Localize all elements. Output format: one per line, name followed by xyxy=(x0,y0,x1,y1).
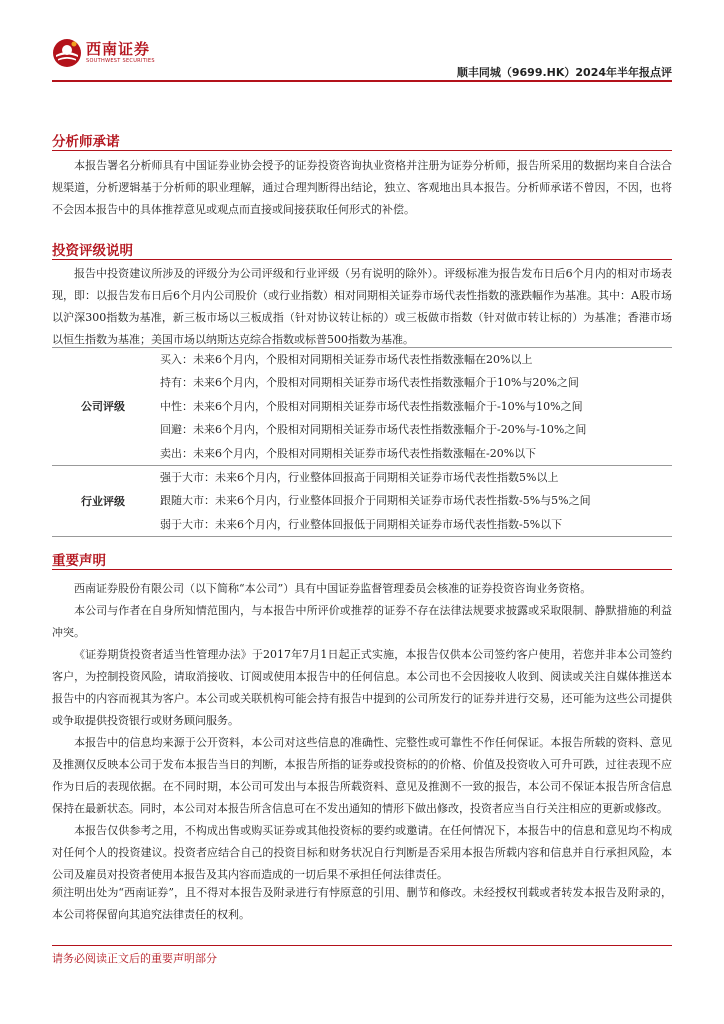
analyst-commitment-text xyxy=(52,155,672,221)
section-divider xyxy=(52,259,672,260)
paragraph: 本报告仅供参考之用，不构成出售或购买证券或其他投资标的要约或邀请。在任何情况下，本报告中的信息和意见均不构成对任何个人的投资建议。投资者应结合自己的投资目标和财务状况自行判断是否采用本报告所载内容和信息并自行承担风险，本公司及雇员对投资者使用本报告及其内容而造成的一切后果不承担任何法律责任。 xyxy=(52,824,672,881)
rating-row-outperform: 强于大市：未来6个月内，行业整体回报高于同期相关证券市场代表性指数5%以上 xyxy=(160,470,559,484)
rating-row-neutral: 中性：未来6个月内，个股相对同期相关证券市场代表性指数涨幅介于-10%与10%之间 xyxy=(160,399,583,413)
footer-divider xyxy=(52,945,672,946)
rating-row-market-perform: 跟随大市：未来6个月内，行业整体回报介于同期相关证券市场代表性指数-5%与5%之间 xyxy=(160,494,591,508)
group-label-industry: 行业评级 xyxy=(81,495,125,509)
logo-text-cn: 西南证券 xyxy=(86,40,151,58)
section-title-disclaimer: 重要声明 xyxy=(52,553,106,569)
rating-intro-text xyxy=(52,263,672,351)
paragraph: 本报告署名分析师具有中国证券业协会授予的证券投资咨询执业资格并注册为证券分析师，报告所采用的数据均来自合法合规渠道，分析逻辑基于分析师的职业理解，通过合理判断得出结论，独立、客观地出具本报告。分析师承诺不曾因，不因，也将不会因本报告中的具体推荐意见或观点而直接或间接获取任何形式的补偿。 xyxy=(52,159,672,216)
header-divider xyxy=(52,80,672,82)
paragraph: 须注明出处为“西南证券”，且不得对本报告及附录进行有悖原意的引用、删节和修改。未经授权刊载或者转发本报告及附录的，本公司将保留向其追究法律责任的权利。 xyxy=(52,886,672,921)
section-title-analyst: 分析师承诺 xyxy=(52,134,120,150)
logo-sun-icon xyxy=(52,38,82,68)
section-divider xyxy=(52,569,672,570)
paragraph: 西南证券股份有限公司（以下简称“本公司”）具有中国证券监督管理委员会核准的证券投资咨询业务资格。 xyxy=(74,582,592,595)
paragraph: 《证券期货投资者适当性管理办法》于2017年7月1日起正式实施，本报告仅供本公司签约客户使用，若您并非本公司签约客户，为控制投资风险，请取消接收、订阅或使用本报告中的任何信息。本公司也不会因接收人收到、阅读或关注自媒体推送本报告中的内容而视其为客户。本公司或关联机构可能会持有报告中提到的公司所发行的证券并进行交易，还可能为这些公司提供或争取提供投资银行或财务顾问服务。 xyxy=(52,648,672,727)
report-title: 顺丰同城（9699.HK）2024年半年报点评 xyxy=(456,66,672,79)
paragraph: 本报告中的信息均来源于公开资料，本公司对这些信息的准确性、完整性或可靠性不作任何保证。本报告所载的资料、意见及推测仅反映本公司于发布本报告当日的判断，本报告所指的证券或投资标的的价格、价值及投资收入可升可跌，过往表现不应作为日后的表现依据。在不同时期，本公司可发出与本报告所载资料、意见及推测不一致的报告，本公司不保证本报告所含信息保持在最新状态。同时，本公司对本报告所含信息可在不发出通知的情形下做出修改，投资者应当自行关注相应的更新或修改。 xyxy=(52,736,672,815)
industry-rating-group xyxy=(52,466,672,536)
disclaimer-closing-text xyxy=(52,882,672,926)
page-header xyxy=(52,36,672,78)
footer-notice: 请务必阅读正文后的重要声明部分 xyxy=(52,952,217,965)
rating-row-avoid: 回避：未来6个月内，个股相对同期相关证券市场代表性指数涨幅介于-20%与-10%之间 xyxy=(160,423,587,437)
rating-row-hold: 持有：未来6个月内，个股相对同期相关证券市场代表性指数涨幅介于10%与20%之间 xyxy=(160,376,579,390)
paragraph: 报告中投资建议所涉及的评级分为公司评级和行业评级（另有说明的除外）。评级标准为报告发布日后6个月内的相对市场表现，即：以报告发布日后6个月内公司股价（或行业指数）相对同期相关证券市场代表性指数的涨跌幅作为基准。其中：A股市场以沪深300指数为基准，新三板市场以三板成指（针对协议转让标的）或三板做市指数（针对做市转让标的）为基准；香港市场以恒生指数为基准；美国市场以纳斯达克综合指数或标普500指数为基准。 xyxy=(52,267,672,346)
rating-table xyxy=(52,347,672,537)
company-logo xyxy=(52,36,172,76)
section-divider xyxy=(52,150,672,151)
rating-row-buy: 买入：未来6个月内，个股相对同期相关证券市场代表性指数涨幅在20%以上 xyxy=(160,353,533,366)
paragraph: 本公司与作者在自身所知情范围内，与本报告中所评价或推荐的证券不存在法律法规要求披露或采取限制、静默措施的利益冲突。 xyxy=(52,604,672,639)
company-rating-group xyxy=(52,348,672,466)
rating-row-underperform: 弱于大市：未来6个月内，行业整体回报低于同期相关证券市场代表性指数-5%以下 xyxy=(160,517,563,531)
group-label-company: 公司评级 xyxy=(81,400,125,414)
rating-row-sell: 卖出：未来6个月内，个股相对同期相关证券市场代表性指数涨幅在-20%以下 xyxy=(160,446,537,460)
section-title-rating: 投资评级说明 xyxy=(52,243,133,259)
disclaimer-text xyxy=(52,578,672,886)
logo-text-en: SOUTHWEST SECURITIES xyxy=(86,58,155,64)
